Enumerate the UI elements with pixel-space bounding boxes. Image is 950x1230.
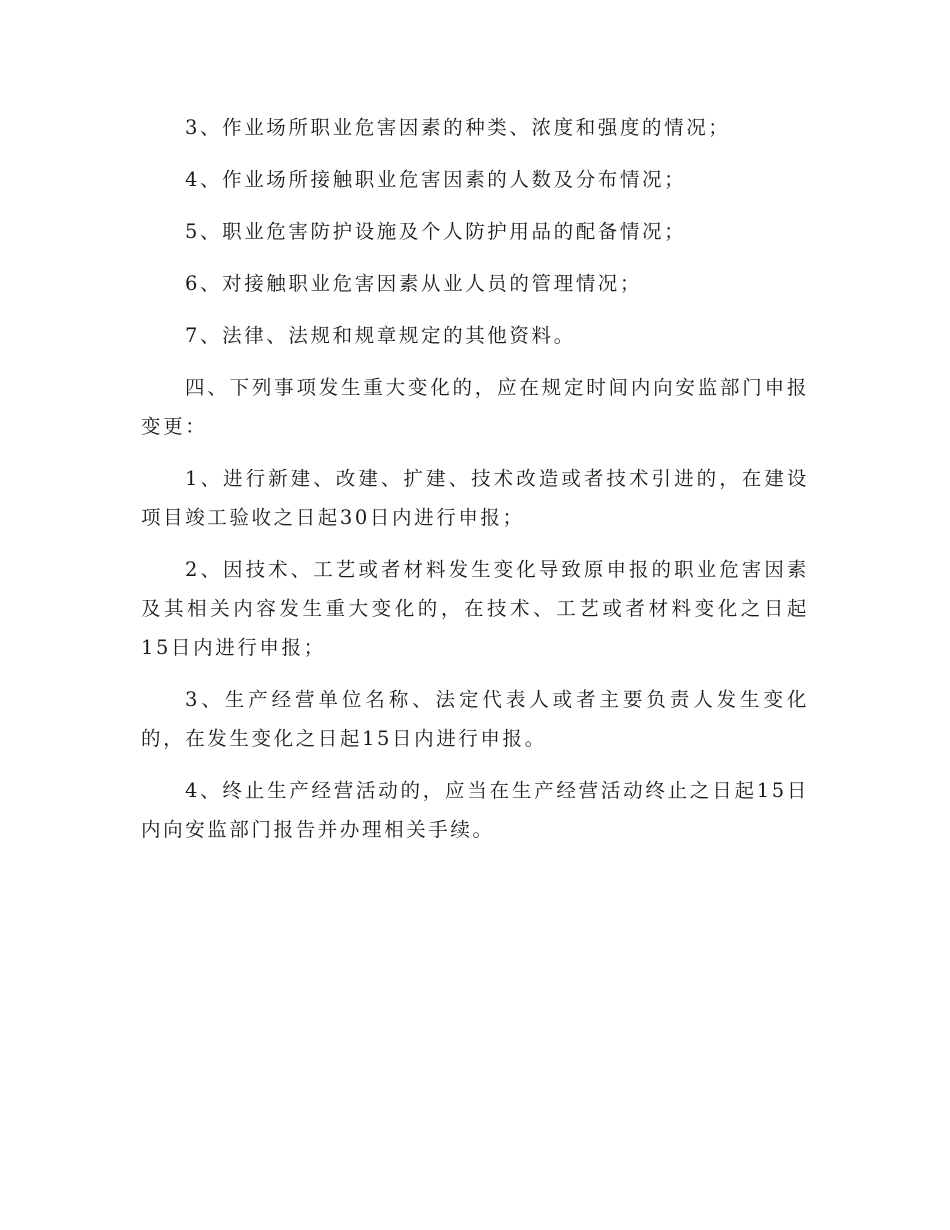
- paragraph-change-3-unit-name-change: 3、生产经营单位名称、法定代表人或者主要负责人发生变化的，在发生变化之日起15日内进行申报。: [141, 688, 809, 750]
- paragraph-change-2-technology-change: 2、因技术、工艺或者材料发生变化导致原申报的职业危害因素及其相关内容发生重大变化的，在技术、工艺或者材料变化之日起15日内进行申报；: [141, 558, 809, 659]
- section-heading-change-declaration: 四、下列事项发生重大变化的，应在规定时间内向安监部门申报变更：: [141, 376, 809, 438]
- paragraph-change-1-new-construction: 1、进行新建、改建、扩建、技术改造或者技术引进的，在建设项目竣工验收之日起30日内进行申报；: [141, 467, 809, 529]
- paragraph-item-5-protective-equipment: 5、职业危害防护设施及个人防护用品的配备情况；: [185, 220, 687, 243]
- paragraph-change-4-termination: 4、终止生产经营活动的，应当在生产经营活动终止之日起15日内向安监部门报告并办理相关手续。: [141, 779, 809, 841]
- document-body: [141, 108, 809, 862]
- paragraph-item-3-hazard-types: 3、作业场所职业危害因素的种类、浓度和强度的情况；: [185, 116, 731, 139]
- paragraph-item-7-other-materials: 7、法律、法规和规章规定的其他资料。: [185, 324, 576, 347]
- paragraph-item-6-staff-management: 6、对接触职业危害因素从业人员的管理情况；: [185, 272, 643, 295]
- paragraph-item-4-exposed-workers: 4、作业场所接触职业危害因素的人数及分布情况；: [185, 168, 687, 191]
